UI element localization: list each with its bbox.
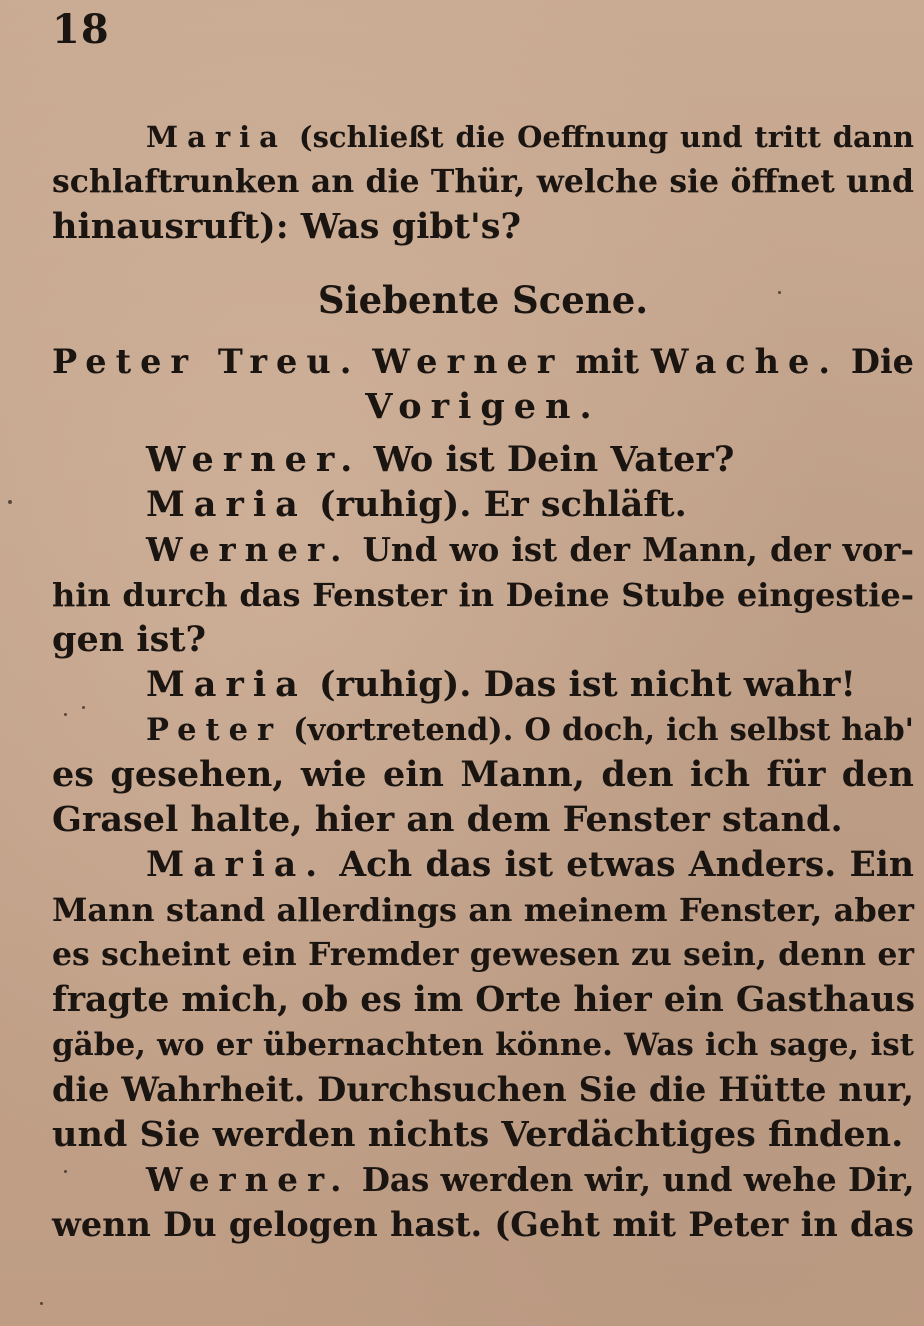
text-line: es gesehen, wie ein Mann, den ich für den: [52, 754, 914, 795]
dialogue-text: Ach das ist etwas Anders. Ein: [339, 845, 914, 885]
print-speck: [778, 291, 781, 294]
speaker-name: Maria: [146, 484, 307, 525]
text-line: gäbe, wo er übernachten könne. Was ich sage, ist: [52, 1027, 914, 1063]
text-line: fragte mich, ob es im Orte hier ein Gasthaus: [52, 980, 915, 1020]
text-line: Mann stand allerdings an meinem Fenster, aber: [52, 891, 914, 929]
speaker-name: Maria.: [146, 845, 327, 885]
text-line: schlaftrunken an die Thür, welche sie öffnet und: [52, 163, 914, 200]
character-name: Wache.: [650, 342, 840, 381]
print-speck: [64, 713, 67, 716]
text-line: wenn Du gelogen hast. (Geht mit Peter in das: [52, 1205, 914, 1244]
text-line: hin durch das Fenster in Deine Stube eingestie-: [52, 576, 914, 614]
text-line: [146, 708, 914, 752]
character-name: Peter Treu.: [52, 342, 361, 381]
text-line: [52, 340, 914, 384]
character-name: Werner: [372, 342, 564, 381]
text-line: gen ist?: [52, 619, 207, 660]
dialogue-text: Das werden wir, und wehe Dir,: [361, 1160, 915, 1199]
speaker-name: Maria: [146, 120, 287, 154]
text-line: die Wahrheit. Durchsuchen Sie die Hütte nur,: [52, 1070, 914, 1109]
scene-heading: Siebente Scene.: [317, 278, 649, 322]
speaker-name: Werner.: [146, 1160, 351, 1199]
dialogue-text: Und wo ist der Mann, der vor-: [362, 530, 914, 569]
text-line: [146, 528, 914, 572]
speaker-name: Werner.: [146, 530, 351, 569]
dialogue-text: (ruhig). Das ist nicht wahr!: [319, 664, 856, 705]
text-line: [146, 663, 914, 707]
dialogue-text: (ruhig). Er schläft.: [319, 484, 687, 525]
text-line: [146, 843, 914, 887]
stage-direction: (schließt die Oeffnung und tritt dann: [298, 120, 914, 154]
text-word: Die: [850, 342, 914, 381]
character-name: Vorigen.: [365, 386, 601, 427]
text-line: hinausruft): Was gibt's?: [52, 206, 521, 247]
speaker-name: Werner.: [146, 439, 362, 480]
text-line: [146, 483, 914, 527]
print-speck: [8, 500, 12, 504]
dialogue-text: Wo ist Dein Vater?: [373, 439, 735, 480]
text-line: und Sie werden nichts Verdächtiges finden.: [52, 1114, 904, 1155]
text-line: es scheint ein Fremder gewesen zu sein, denn er: [52, 936, 914, 973]
text-line: [146, 1158, 914, 1202]
dialogue-text: (vortretend). O doch, ich selbst hab': [293, 712, 914, 748]
text-word: mit: [575, 342, 639, 381]
text-line: [146, 438, 914, 482]
page-number: 18: [52, 6, 110, 53]
text-line: [146, 115, 914, 159]
print-speck: [64, 1170, 67, 1173]
text-line: Grasel halte, hier an dem Fenster stand.: [52, 799, 843, 840]
print-speck: [82, 706, 85, 709]
print-speck: [40, 1302, 43, 1305]
speaker-name: Peter: [146, 712, 283, 748]
speaker-name: Maria: [146, 664, 307, 705]
